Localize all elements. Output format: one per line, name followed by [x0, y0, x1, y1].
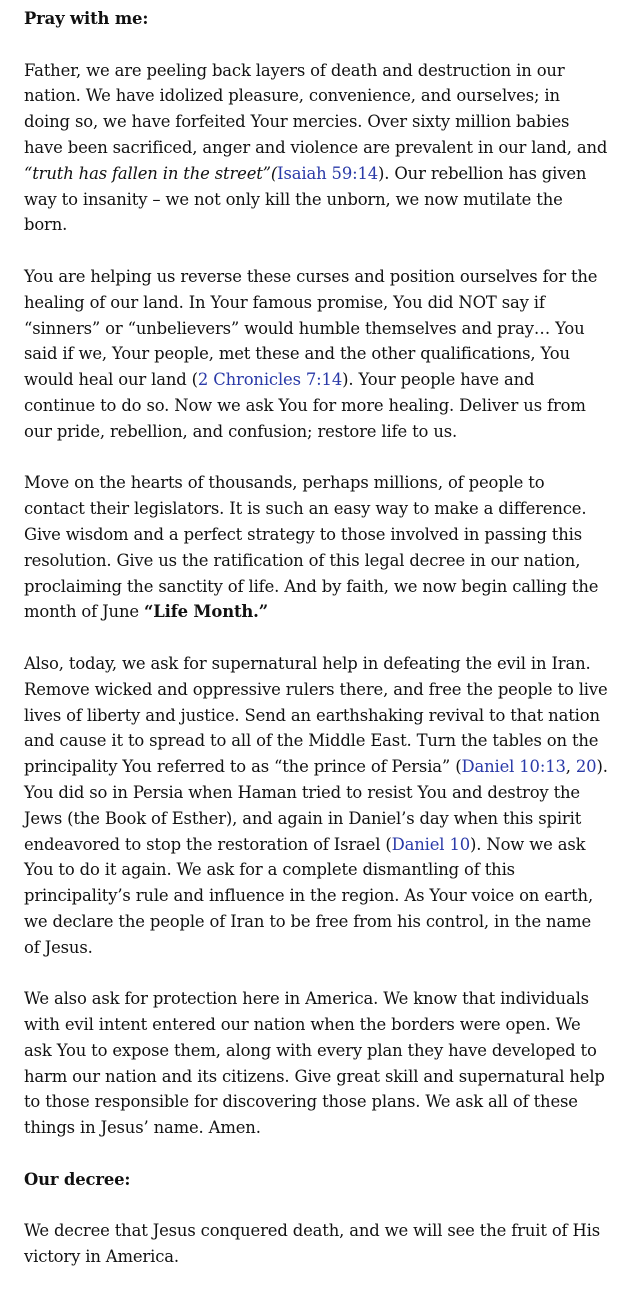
paragraph-text: You are helping us reverse these curses and position ourselves for the healing of our land. In Your famous promise, You did NOT say if “sinners” or “unbelievers” would humble themselves and pray… You said if we, Your people, met these and the other qualifications, You would heal our land (: [24, 266, 598, 390]
paragraph-text: Move on the hearts of thousands, perhaps millions, of people to contact their legislators. It is such an easy way to make a difference. Give wisdom and a perfect strategy to those involved in passing this resolution. Give us the ratification of this legal decree in our nation, proclaiming the sanctity of life. And by faith, we now begin calling the month of June: [24, 473, 599, 622]
paragraph-legislators: [24, 470, 608, 625]
scripture-link-daniel-10-13[interactable]: Daniel 10:13: [461, 757, 566, 777]
paragraph-text: Also, today, we ask for supernatural help in defeating the evil in Iran. Remove wicked and oppressive rulers there, and free the people to live lives of liberty and justice. Send an earthshaking revival to that nation and cause it to spread to all of the Middle East. Turn the tables on the principality You referred to as “the prince of Persia” (: [24, 653, 608, 777]
paragraph-text: ). Our rebellion has given way to insanity – we not only kill the unborn, we now mutilate the born.: [24, 163, 587, 235]
paragraph-text: Father, we are peeling back layers of death and destruction in our nation. We have idolized pleasure, convenience, and ourselves; in doing so, we have forfeited Your mercies. Over sixty million babies have been sacrificed, anger and violence are prevalent in our land, and: [24, 60, 608, 157]
decree-heading: Our decree:: [24, 1169, 131, 1189]
prayer-heading: Pray with me:: [24, 9, 149, 28]
paragraph-iran: [24, 651, 608, 961]
paragraph-confession: [24, 58, 608, 239]
prayer-document: [24, 6, 608, 1296]
reference-separator: ,: [565, 757, 576, 777]
scripture-link-chronicles[interactable]: 2 Chronicles 7:14: [197, 370, 343, 390]
paragraph-text: ). Your people have and continue to do so. Now we ask You for more healing. Deliver us from our pride, rebellion, and confusion; restore life to us.: [24, 370, 586, 441]
paragraph-text: ). Now we ask You to do it again. We ask for a complete dismantling of this principality’s rule and influence in the region. As Your voice on earth, we declare the people of Iran to be free from his control, in the name of Jesus.: [24, 834, 594, 957]
paragraph-decree: We decree that Jesus conquered death, and we will see the fruit of His victory in America.: [24, 1221, 601, 1267]
scripture-link-isaiah[interactable]: Isaiah 59:14: [277, 163, 379, 183]
paragraph-healing: [24, 264, 608, 445]
scripture-link-daniel-10-20[interactable]: 20: [575, 757, 597, 777]
scripture-link-daniel-10[interactable]: Daniel 10: [391, 834, 471, 854]
paragraph-text: ). You did so in Persia when Haman tried to resist You and destroy the Jews (the Book of Esther), and again in Daniel’s day when this spirit endeavored to stop the restoration of Israel (: [24, 757, 608, 854]
life-month-label: “Life Month.”: [143, 602, 268, 622]
scripture-quote: “truth has fallen in the street”(: [24, 163, 278, 183]
paragraph-protection: We also ask for protection here in America. We know that individuals with evil intent entered our nation when the borders were open. We ask You to expose them, along with every plan they have developed to harm our nation and its citizens. Give great skill and supernatural help to those responsible for discovering those plans. We ask all of these things in Jesus’ name. Amen.: [24, 989, 605, 1138]
